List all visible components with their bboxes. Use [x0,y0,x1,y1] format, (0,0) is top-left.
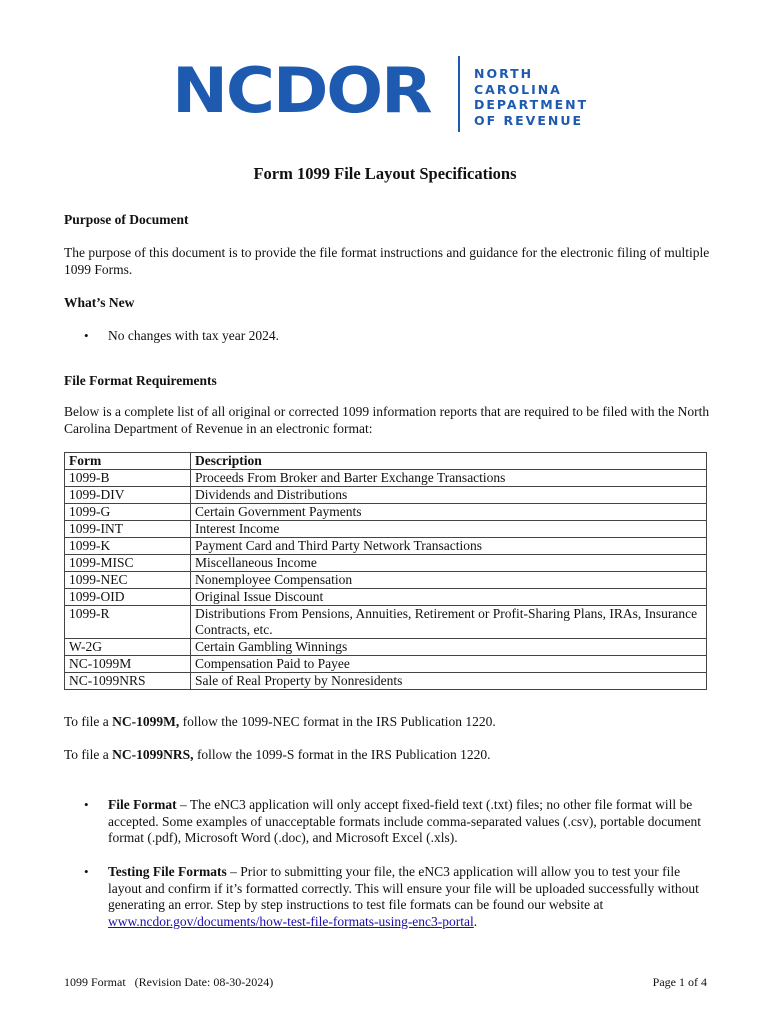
description-cell: Distributions From Pensions, Annuities, Retirement or Profit-Sharing Plans, IRAs, Insurance Contracts, etc. [191,606,707,639]
description-cell: Payment Card and Third Party Network Transactions [191,538,707,555]
bullet-text: – The eNC3 application will only accept fixed-field text (.txt) files; no other file format will be accepted. Some examples of unacceptable formats include comma-separated values (.csv), portable document format (.pdf), Microsoft Word (.doc), and Microsoft Excel (.xls). [108,797,702,845]
description-cell: Certain Government Payments [191,504,707,521]
description-cell: Original Issue Discount [191,589,707,606]
form-cell: 1099-INT [65,521,191,538]
form-cell: 1099-OID [65,589,191,606]
logo-wordmark: NCDOR [172,54,431,127]
form-cell: 1099-R [65,606,191,639]
page-title: Form 1099 File Layout Specifications [253,164,517,183]
purpose-body: The purpose of this document is to provide the file format instructions and guidance for the electronic filing of multiple 1099 Forms. [64,245,710,277]
forms-table [64,452,707,690]
logo-divider [458,56,460,132]
logo-agency-name [474,66,588,128]
description-cell: Certain Gambling Winnings [191,639,707,656]
table-row [65,606,707,639]
whats-new-item: No changes with tax year 2024. [108,328,279,343]
table-row [65,656,707,673]
table-header-form: Form [65,453,191,470]
footer-revision: 1099 Format (Revision Date: 08-30-2024) [64,975,274,989]
table-row [65,572,707,589]
table-row [65,521,707,538]
form-cell: NC-1099NRS [65,673,191,690]
testing-file-formats-bullet [108,864,703,930]
note-prefix: To file a [64,747,113,762]
table-row [65,555,707,572]
requirements-intro: Below is a complete list of all original or corrected 1099 information reports that are required to be filed with the North Carolina Department of Revenue in an electronic format: [64,404,710,436]
form-cell: 1099-DIV [65,487,191,504]
bullet-icon: • [84,328,89,343]
test-file-formats-link[interactable]: www.ncdor.gov/documents/how-test-file-formats-using-enc3-portal [108,913,474,929]
table-header-row [65,453,707,470]
purpose-heading: Purpose of Document [64,212,189,227]
table-row [65,639,707,656]
note-prefix: To file a [64,714,113,729]
form-cell: W-2G [65,639,191,656]
logo-line: OF REVENUE [474,112,584,128]
nc1099nrs-note [64,747,714,764]
table-row [65,538,707,555]
bullet-icon: • [84,864,89,879]
form-cell: 1099-K [65,538,191,555]
note-form: NC-1099NRS, [112,747,194,762]
file-format-bullet [108,797,703,847]
form-cell: 1099-NEC [65,572,191,589]
table-header-description: Description [191,453,707,470]
form-cell: 1099-B [65,470,191,487]
note-suffix: follow the 1099-NEC format in the IRS Publication 1220. [179,714,496,729]
table-row [65,470,707,487]
description-cell: Miscellaneous Income [191,555,707,572]
note-suffix: follow the 1099-S format in the IRS Publication 1220. [193,747,491,762]
requirements-heading: File Format Requirements [64,373,217,388]
logo-line: DEPARTMENT [474,97,589,112]
description-cell: Compensation Paid to Payee [191,656,707,673]
bullet-label: Testing File Formats [108,864,227,879]
description-cell: Nonemployee Compensation [191,572,707,589]
description-cell: Proceeds From Broker and Barter Exchange Transactions [191,470,707,487]
note-form: NC-1099M, [112,714,180,729]
table-row [65,589,707,606]
description-cell: Interest Income [191,521,707,538]
bullet-text: – Prior to submitting your file, the eNC3 application will allow you to test your file layout and confirm if it’s formatted correctly. This will ensure your file will be uploaded successfully without generating an error. Step by step instructions to test file formats can be found our website at [108,864,699,912]
bullet-label: File Format [108,797,177,812]
form-cell: 1099-G [65,504,191,521]
form-cell: NC-1099M [65,656,191,673]
table-row [65,673,707,690]
form-cell: 1099-MISC [65,555,191,572]
table-row [65,504,707,521]
description-cell: Sale of Real Property by Nonresidents [191,673,707,690]
whats-new-heading: What’s New [64,295,135,310]
nc1099m-note [64,714,714,731]
logo-line: CAROLINA [474,81,562,97]
bullet-icon: • [84,797,89,812]
table-row [65,487,707,504]
logo-line: NORTH [474,66,534,81]
description-cell: Dividends and Distributions [191,487,707,504]
bullet-trailing-text: . [473,913,478,929]
footer-page-number: Page 1 of 4 [652,975,707,989]
